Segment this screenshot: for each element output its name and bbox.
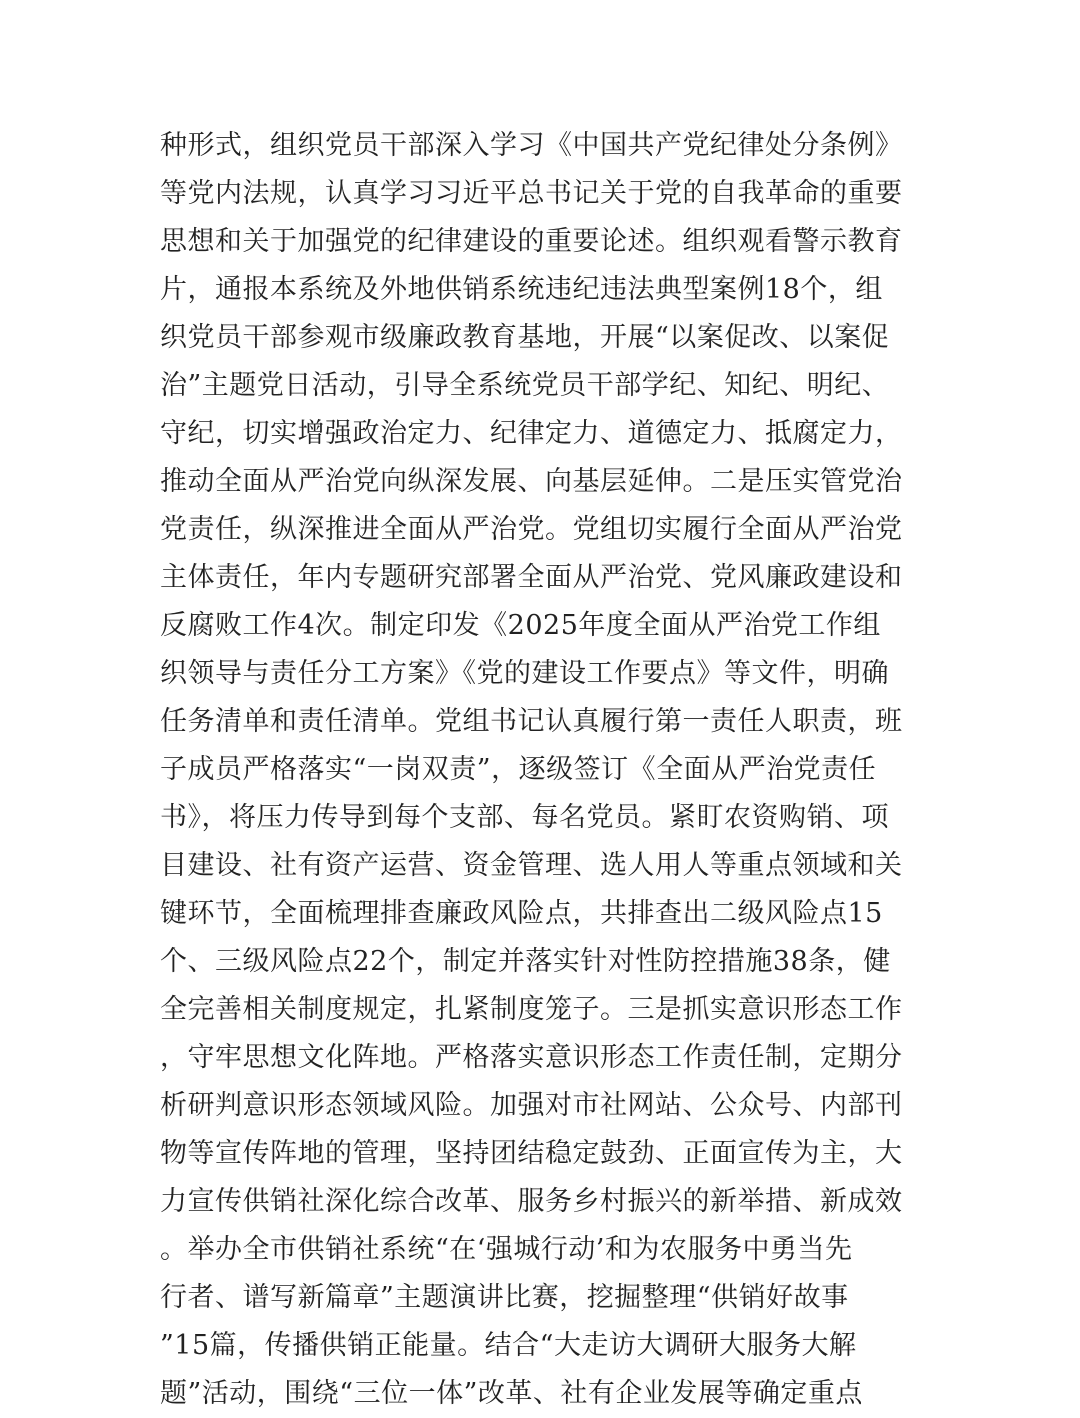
text-line: 。举办全市供销社系统“在‘强城行动’和为农服务中勇当先: [160, 1234, 853, 1265]
text-line: 析研判意识形态领域风险。加强对市社网站、公众号、内部刊: [160, 1090, 903, 1121]
text-line: 题”活动，围绕“三位一体”改革、社有企业发展等确定重点: [160, 1378, 863, 1409]
text-line: 织领导与责任分工方案》《党的建设工作要点》等文件，明确: [160, 658, 889, 689]
text-line: 任务清单和责任清单。党组书记认真履行第一责任人职责，班: [160, 706, 903, 737]
text-line: 行者、谱写新篇章”主题演讲比赛，挖掘整理“供销好故事: [160, 1282, 849, 1313]
text-line: 片，通报本系统及外地供销系统违纪违法典型案例18个，组: [160, 274, 883, 305]
text-line: 主体责任，年内专题研究部署全面从严治党、党风廉政建设和: [160, 562, 903, 593]
text-line: 个、三级风险点22个，制定并落实针对性防控措施38条，健: [160, 946, 891, 977]
text-line: ”15篇，传播供销正能量。结合“大走访大调研大服务大解: [160, 1330, 857, 1361]
text-line: 反腐败工作4次。制定印发《2025年度全面从严治党工作组: [160, 610, 881, 641]
text-line: 治”主题党日活动，引导全系统党员干部学纪、知纪、明纪、: [160, 370, 890, 401]
text-line: 全完善相关制度规定，扎紧制度笼子。三是抓实意识形态工作: [160, 994, 903, 1025]
text-line: 守纪，切实增强政治定力、纪律定力、道德定力、抵腐定力，: [160, 418, 903, 449]
text-line: 书》，将压力传导到每个支部、每名党员。紧盯农资购销、项: [160, 802, 889, 833]
text-line: 思想和关于加强党的纪律建设的重要论述。组织观看警示教育: [160, 226, 903, 257]
text-line: 子成员严格落实“一岗双责”，逐级签订《全面从严治党责任: [160, 754, 877, 785]
text-line: 党责任，纵深推进全面从严治党。党组切实履行全面从严治党: [160, 514, 903, 545]
text-line: 键环节，全面梳理排查廉政风险点，共排查出二级风险点15: [160, 898, 883, 929]
text-line: 种形式，组织党员干部深入学习《中国共产党纪律处分条例》: [160, 130, 903, 161]
text-line: 织党员干部参观市级廉政教育基地，开展“以案促改、以案促: [160, 322, 890, 353]
text-line: 力宣传供销社深化综合改革、服务乡村振兴的新举措、新成效: [160, 1186, 903, 1217]
text-line: 目建设、社有资产运营、资金管理、选人用人等重点领域和关: [160, 850, 903, 881]
text-line: 物等宣传阵地的管理，坚持团结稳定鼓劲、正面宣传为主，大: [160, 1138, 903, 1169]
text-line: ，守牢思想文化阵地。严格落实意识形态工作责任制，定期分: [160, 1042, 903, 1073]
text-line: 等党内法规，认真学习习近平总书记关于党的自我革命的重要: [160, 178, 903, 209]
document-body: [160, 122, 930, 1418]
text-line: 推动全面从严治党向纵深发展、向基层延伸。二是压实管党治: [160, 466, 903, 497]
